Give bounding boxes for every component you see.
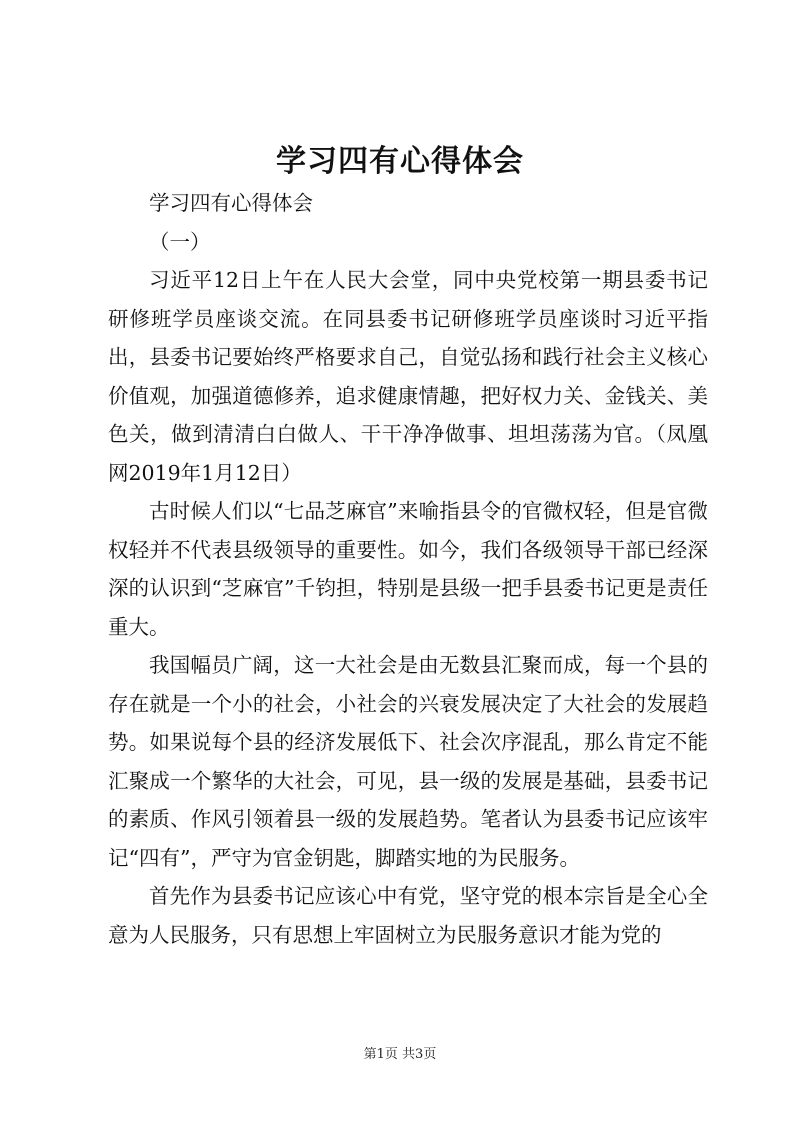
body-paragraph: 首先作为县委书记应该心中有党，坚守党的根本宗旨是全心全意为人民服务，只有思想上牢固树立为民服务意识才能为党的 xyxy=(108,884,708,947)
section-number: （一） xyxy=(149,229,211,254)
subtitle-paragraph: 学习四有心得体会 xyxy=(149,191,313,215)
body-paragraph: 古时候人们以“七品芝麻官”来喻指县令的官微权轻，但是官微权轻并不代表县级领导的重要性。如今，我们各级领导干部已经深深的认识到“芝麻官”千钧担，特别是县级一把手县委书记更是责任重大。 xyxy=(108,499,708,639)
document-body xyxy=(108,184,708,954)
page-footer: 第1页 共3页 xyxy=(363,1047,437,1062)
document-title: 学习四有心得体会 xyxy=(276,144,524,179)
body-paragraph: 我国幅员广阔，这一大社会是由无数县汇聚而成，每一个县的存在就是一个小的社会，小社会的兴衰发展决定了大社会的发展趋势。如果说每个县的经济发展低下、社会次序混乱，那么肯定不能汇聚成一个繁华的大社会，可见，县一级的发展是基础，县委书记的素质、作风引领着县一级的发展趋势。笔者认为县委书记应该牢记“四有”，严守为官金钥匙，脚踏实地的为民服务。 xyxy=(108,653,708,870)
body-paragraph: 习近平12日上午在人民大会堂，同中央党校第一期县委书记研修班学员座谈交流。在同县委书记研修班学员座谈时习近平指出，县委书记要始终严格要求自己，自觉弘扬和践行社会主义核心价值观，加强道德修养，追求健康情趣，把好权力关、金钱关、美色关，做到清清白白做人、干干净净做事、坦坦荡荡为官。（凤凰网2019年1月12日） xyxy=(108,268,708,485)
